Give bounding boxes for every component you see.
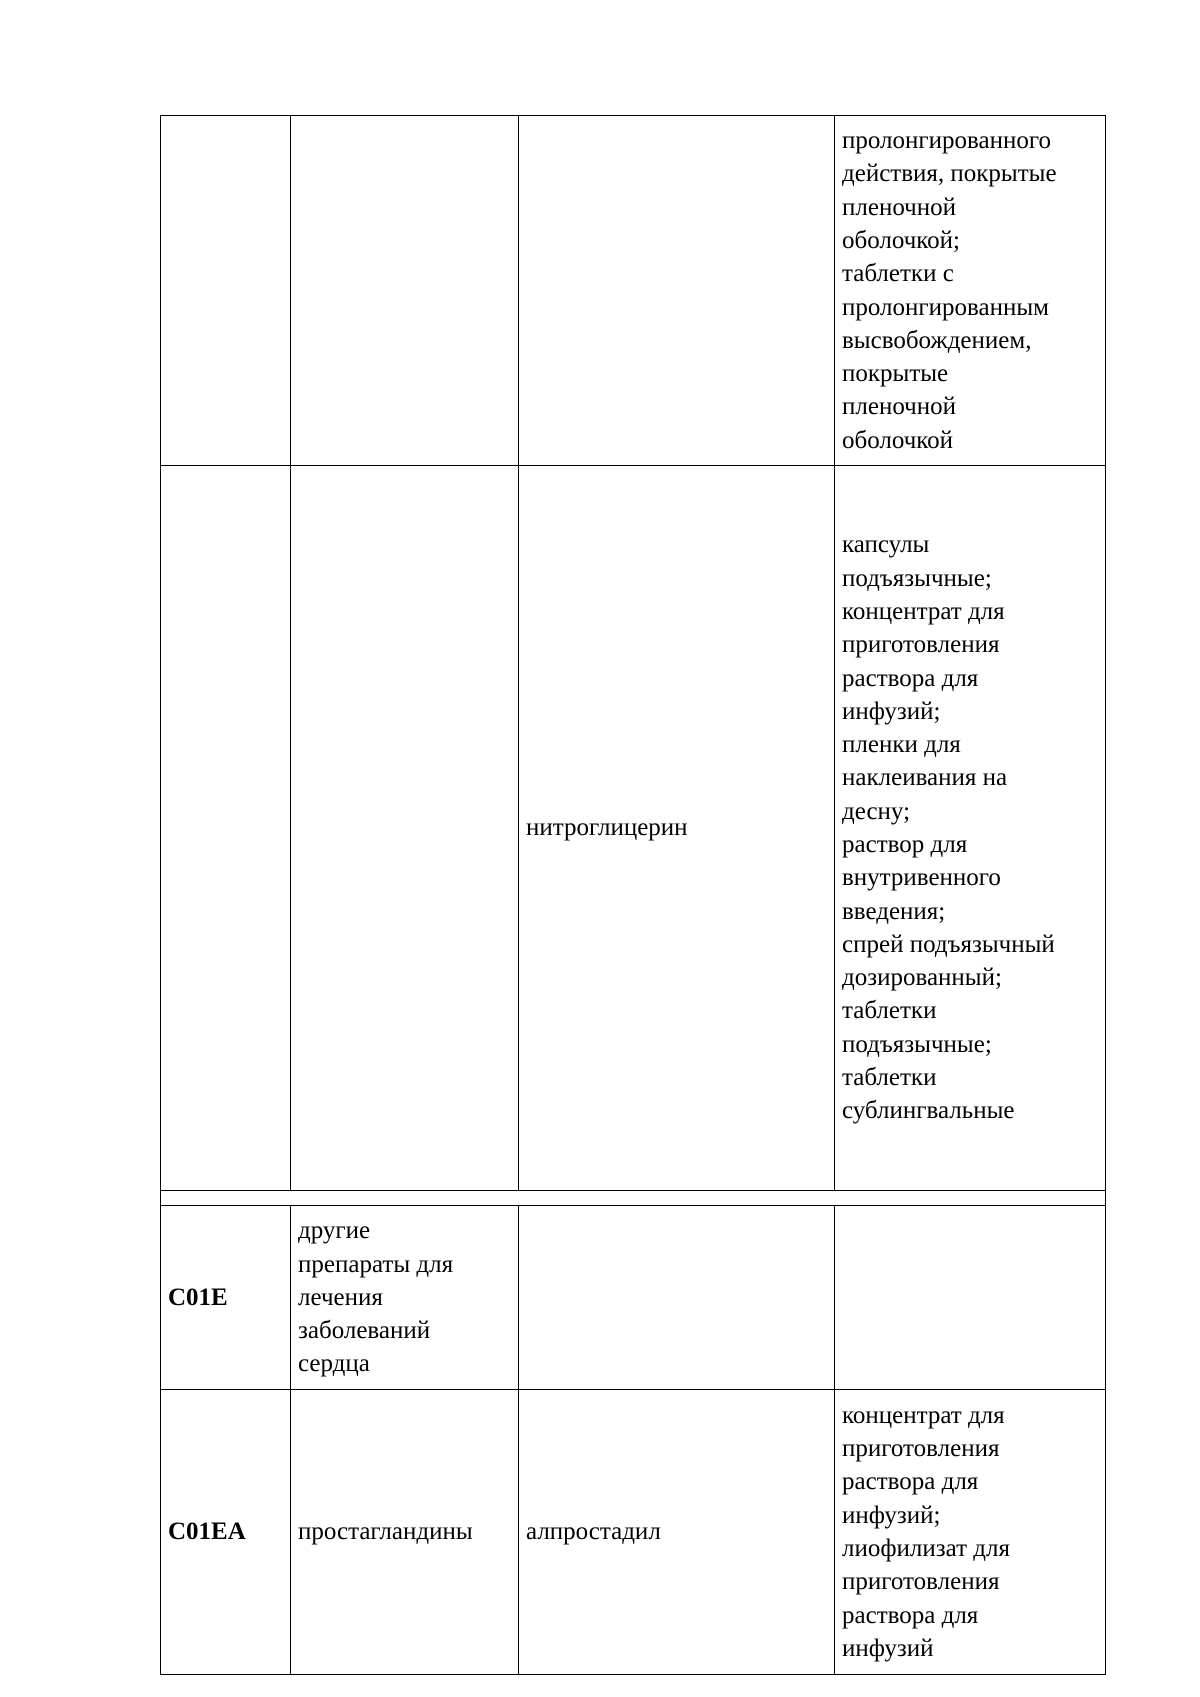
atc-code-cell bbox=[161, 466, 291, 1191]
dosage-form-line: подъязычные; bbox=[842, 1030, 992, 1058]
dosage-form-line: таблетки с bbox=[842, 260, 954, 288]
drug-name-cell bbox=[519, 116, 835, 466]
group-cell bbox=[291, 1206, 519, 1390]
dosage-form-line: внутривенного bbox=[842, 864, 1001, 892]
table-row bbox=[161, 466, 1106, 1191]
table-row bbox=[161, 116, 1106, 466]
table-separator-row bbox=[161, 1191, 1106, 1206]
atc-code-cell: C01EA bbox=[161, 1390, 291, 1675]
dosage-forms-cell bbox=[835, 466, 1106, 1191]
dosage-form-line: раствор для bbox=[842, 831, 968, 858]
dosage-form-line: пролонгированным bbox=[842, 293, 1049, 321]
dosage-form-line: сублингвальные bbox=[842, 1097, 1015, 1125]
dosage-form-line: раствора для bbox=[842, 1468, 979, 1496]
atc-code-cell: C01E bbox=[161, 1206, 291, 1390]
group-cell bbox=[291, 466, 519, 1191]
dosage-form-line: раствора для bbox=[842, 1601, 979, 1629]
dosage-form-line: капсулы bbox=[842, 531, 930, 559]
dosage-form-line: концентрат для bbox=[842, 1401, 1005, 1429]
drug-name-cell bbox=[519, 1206, 835, 1390]
dosage-form-line: концентрат для bbox=[842, 597, 1005, 625]
group-line: лечения bbox=[298, 1283, 383, 1311]
dosage-form-line: наклеивания на bbox=[842, 764, 1008, 792]
dosage-form-line: подъязычные; bbox=[842, 564, 992, 592]
dosage-form-line: дозированный; bbox=[842, 964, 1002, 992]
group-line: другие bbox=[298, 1217, 371, 1245]
dosage-form-line: раствора для bbox=[842, 664, 979, 692]
drug-name-cell: алпростадил bbox=[519, 1390, 835, 1675]
group-cell bbox=[291, 116, 519, 466]
group-line: препараты для bbox=[298, 1250, 454, 1278]
dosage-form-line: инфузий bbox=[842, 1634, 934, 1662]
group-line: сердца bbox=[298, 1350, 370, 1378]
dosage-form-line: оболочкой; bbox=[842, 226, 960, 254]
dosage-form-line: десну; bbox=[842, 797, 911, 825]
atc-code-cell bbox=[161, 116, 291, 466]
drug-list-table bbox=[160, 115, 1106, 1675]
dosage-form-line: пленки для bbox=[842, 731, 961, 759]
dosage-form-line: лиофилизат для bbox=[842, 1535, 1010, 1562]
dosage-form-line: приготовления bbox=[842, 1435, 1000, 1463]
dosage-form-line: таблетки bbox=[842, 997, 937, 1025]
dosage-form-line: высвобождением, bbox=[842, 326, 1032, 354]
group-cell: простагландины bbox=[291, 1390, 519, 1675]
dosage-form-line: инфузий; bbox=[842, 1501, 941, 1529]
dosage-form-line: действия, покрытые bbox=[842, 160, 1057, 188]
dosage-forms-cell bbox=[835, 116, 1106, 466]
dosage-forms-cell bbox=[835, 1390, 1106, 1675]
separator-cell bbox=[161, 1191, 1106, 1206]
dosage-form-line: оболочкой bbox=[842, 426, 954, 454]
dosage-form-line: пленочной bbox=[842, 193, 957, 221]
dosage-form-line: введения; bbox=[842, 897, 946, 925]
dosage-form-line: пленочной bbox=[842, 393, 957, 421]
group-line: заболеваний bbox=[298, 1317, 431, 1345]
dosage-form-line: приготовления bbox=[842, 1568, 1000, 1596]
dosage-form-line: таблетки bbox=[842, 1064, 937, 1092]
table-row bbox=[161, 1390, 1106, 1675]
drug-name-cell: нитроглицерин bbox=[519, 466, 835, 1191]
dosage-form-line: покрытые bbox=[842, 360, 949, 388]
dosage-form-line: приготовления bbox=[842, 631, 1000, 659]
dosage-forms-cell bbox=[835, 1206, 1106, 1390]
dosage-form-line: спрей подъязычный bbox=[842, 930, 1055, 958]
dosage-form-line: инфузий; bbox=[842, 697, 941, 725]
dosage-form-line: пролонгированного bbox=[842, 127, 1051, 155]
table-row bbox=[161, 1206, 1106, 1390]
